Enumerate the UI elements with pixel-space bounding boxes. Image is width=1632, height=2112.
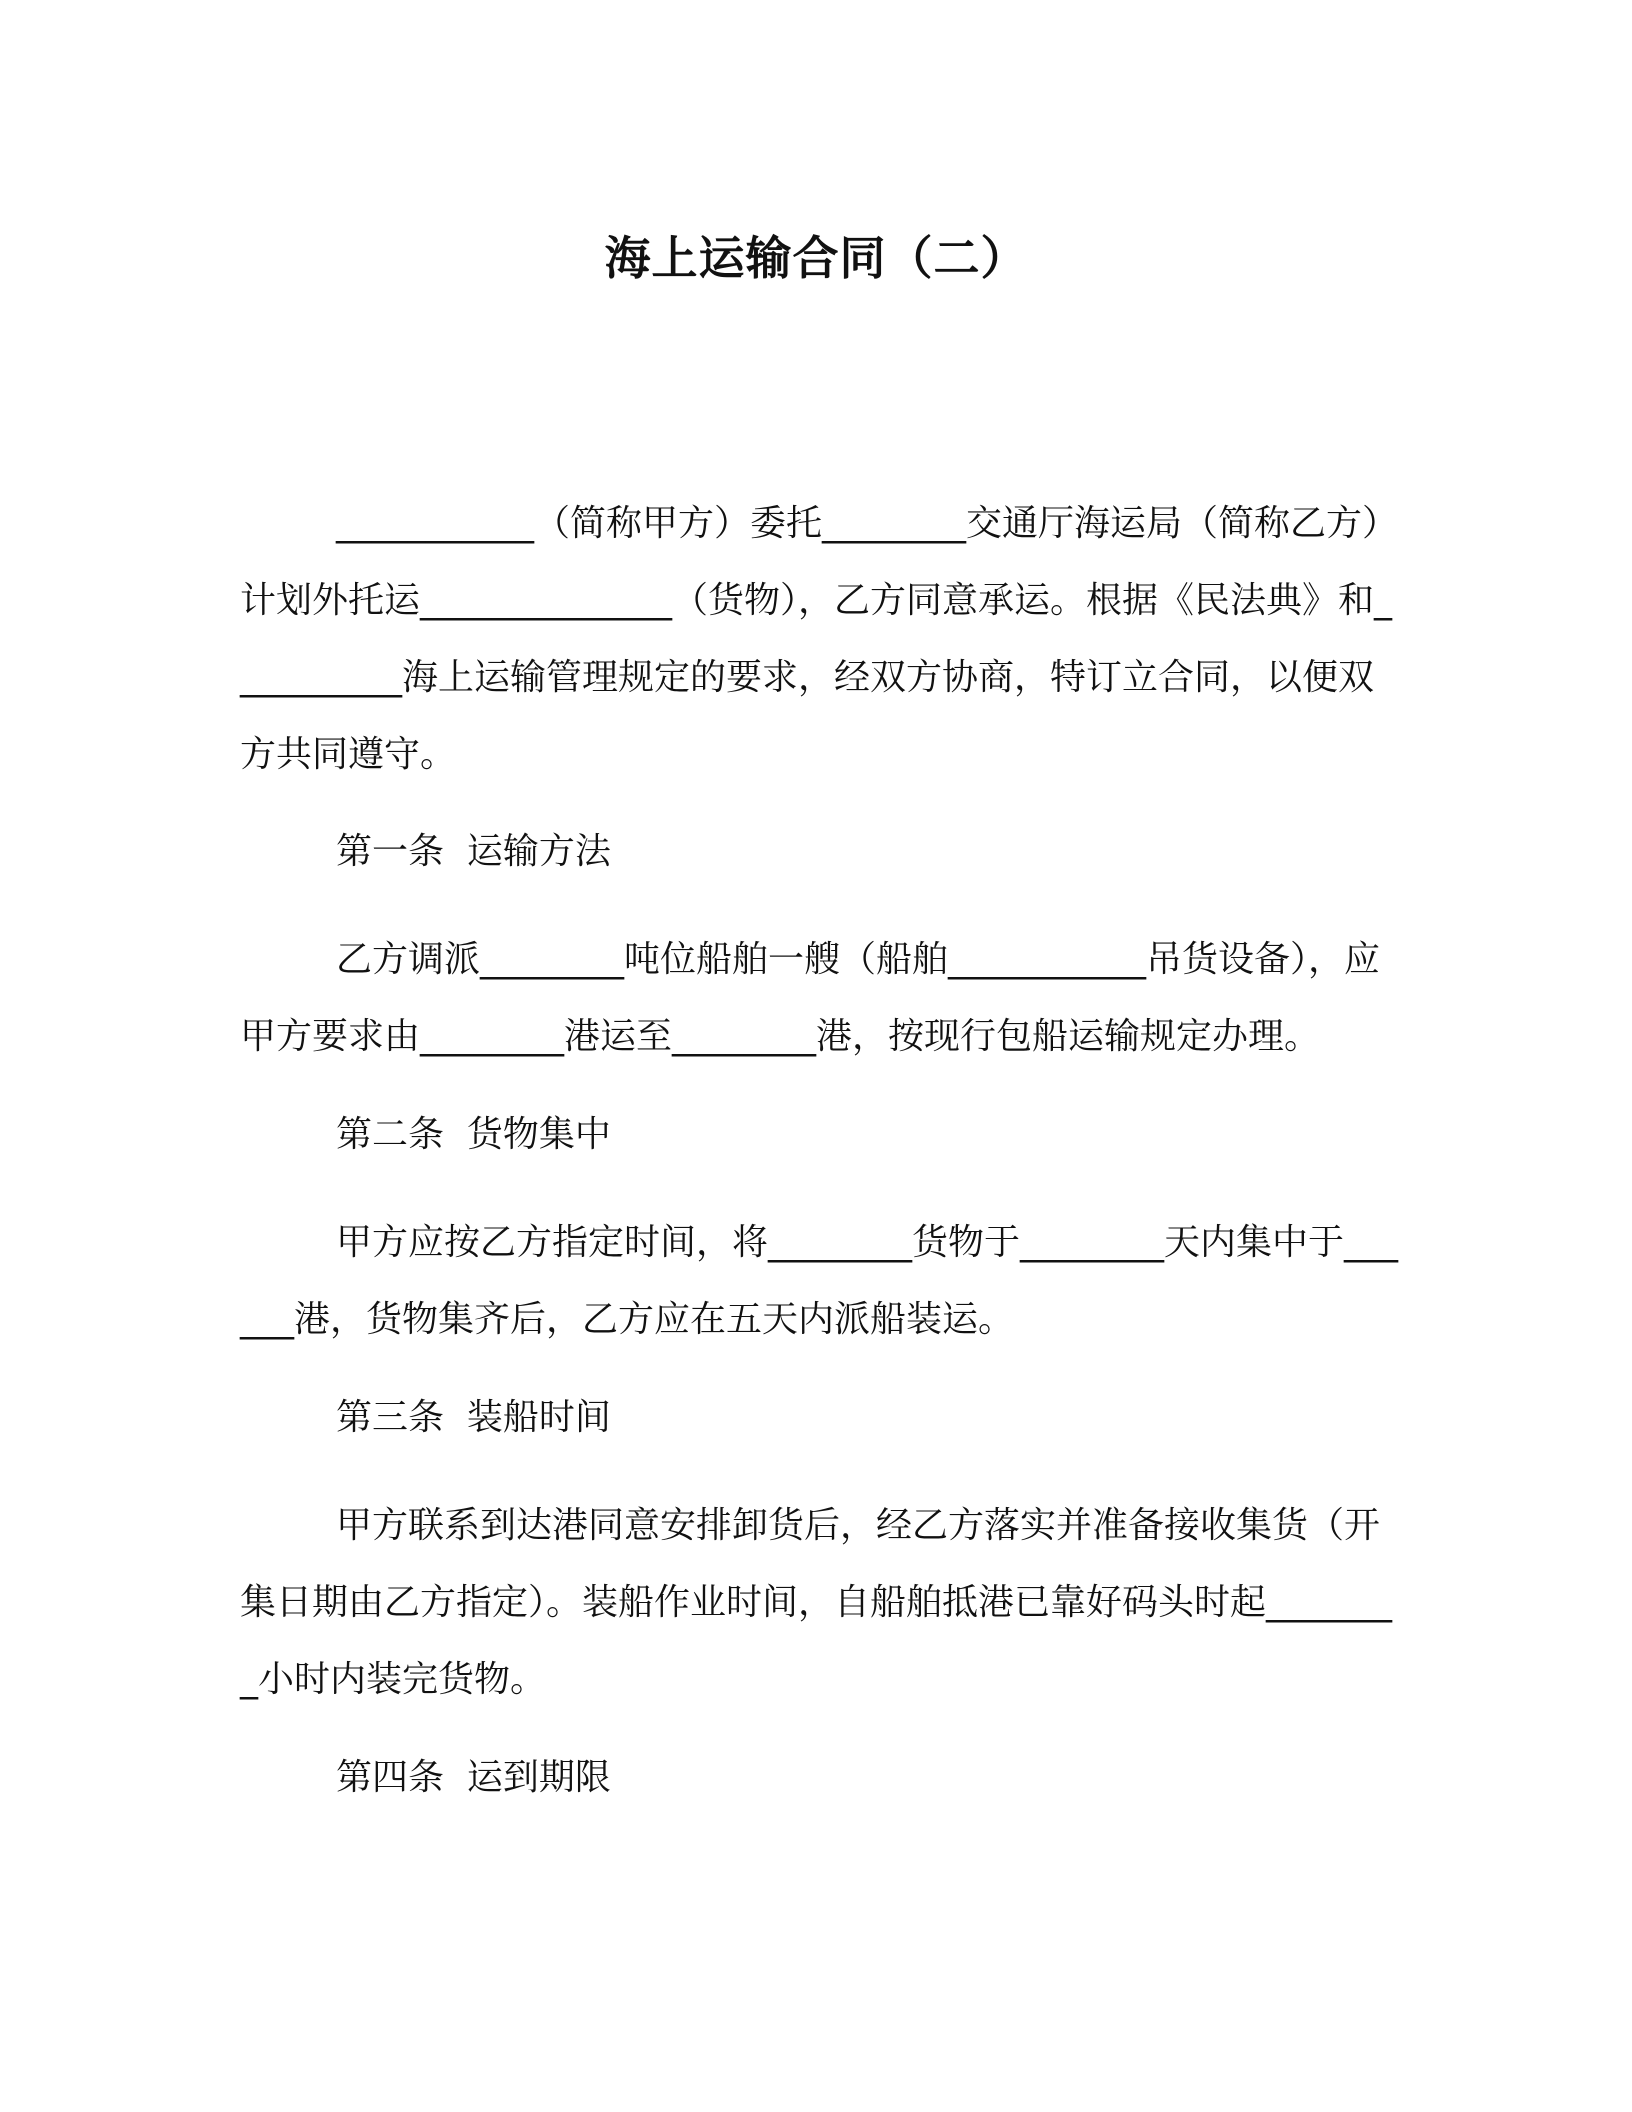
article-1-heading: 第一条 运输方法 <box>336 831 611 872</box>
article-2-body: 甲方应按乙方指定时间，将________货物于________天内集中于______港，货物集齐后，乙方应在五天内派船装运。 <box>240 1222 1399 1340</box>
article-2-heading: 第二条 货物集中 <box>336 1114 611 1155</box>
article-3-heading: 第三条 装船时间 <box>336 1397 611 1438</box>
article-1-body: 乙方调派________吨位船舶一艘（船舶___________吊货设备），应甲方要求由________港运至________港，按现行包船运输规定办理。 <box>240 939 1381 1057</box>
document-title: 海上运输合同（二） <box>604 231 1028 285</box>
article-4-heading: 第四条 运到期限 <box>336 1757 611 1798</box>
intro-paragraph: ___________（简称甲方）委托________交通厅海运局（简称乙方）计划外托运______________（货物），乙方同意承运。根据《民法典》和__________海上运输管理规定的要求，经双方协商，特订立合同，以便双方共同遵守。 <box>240 503 1399 775</box>
article-3-body: 甲方联系到达港同意安排卸货后，经乙方落实并准备接收集货（开集日期由乙方指定）。装船作业时间，自船舶抵港已靠好码头时起________小时内装完货物。 <box>240 1505 1393 1700</box>
